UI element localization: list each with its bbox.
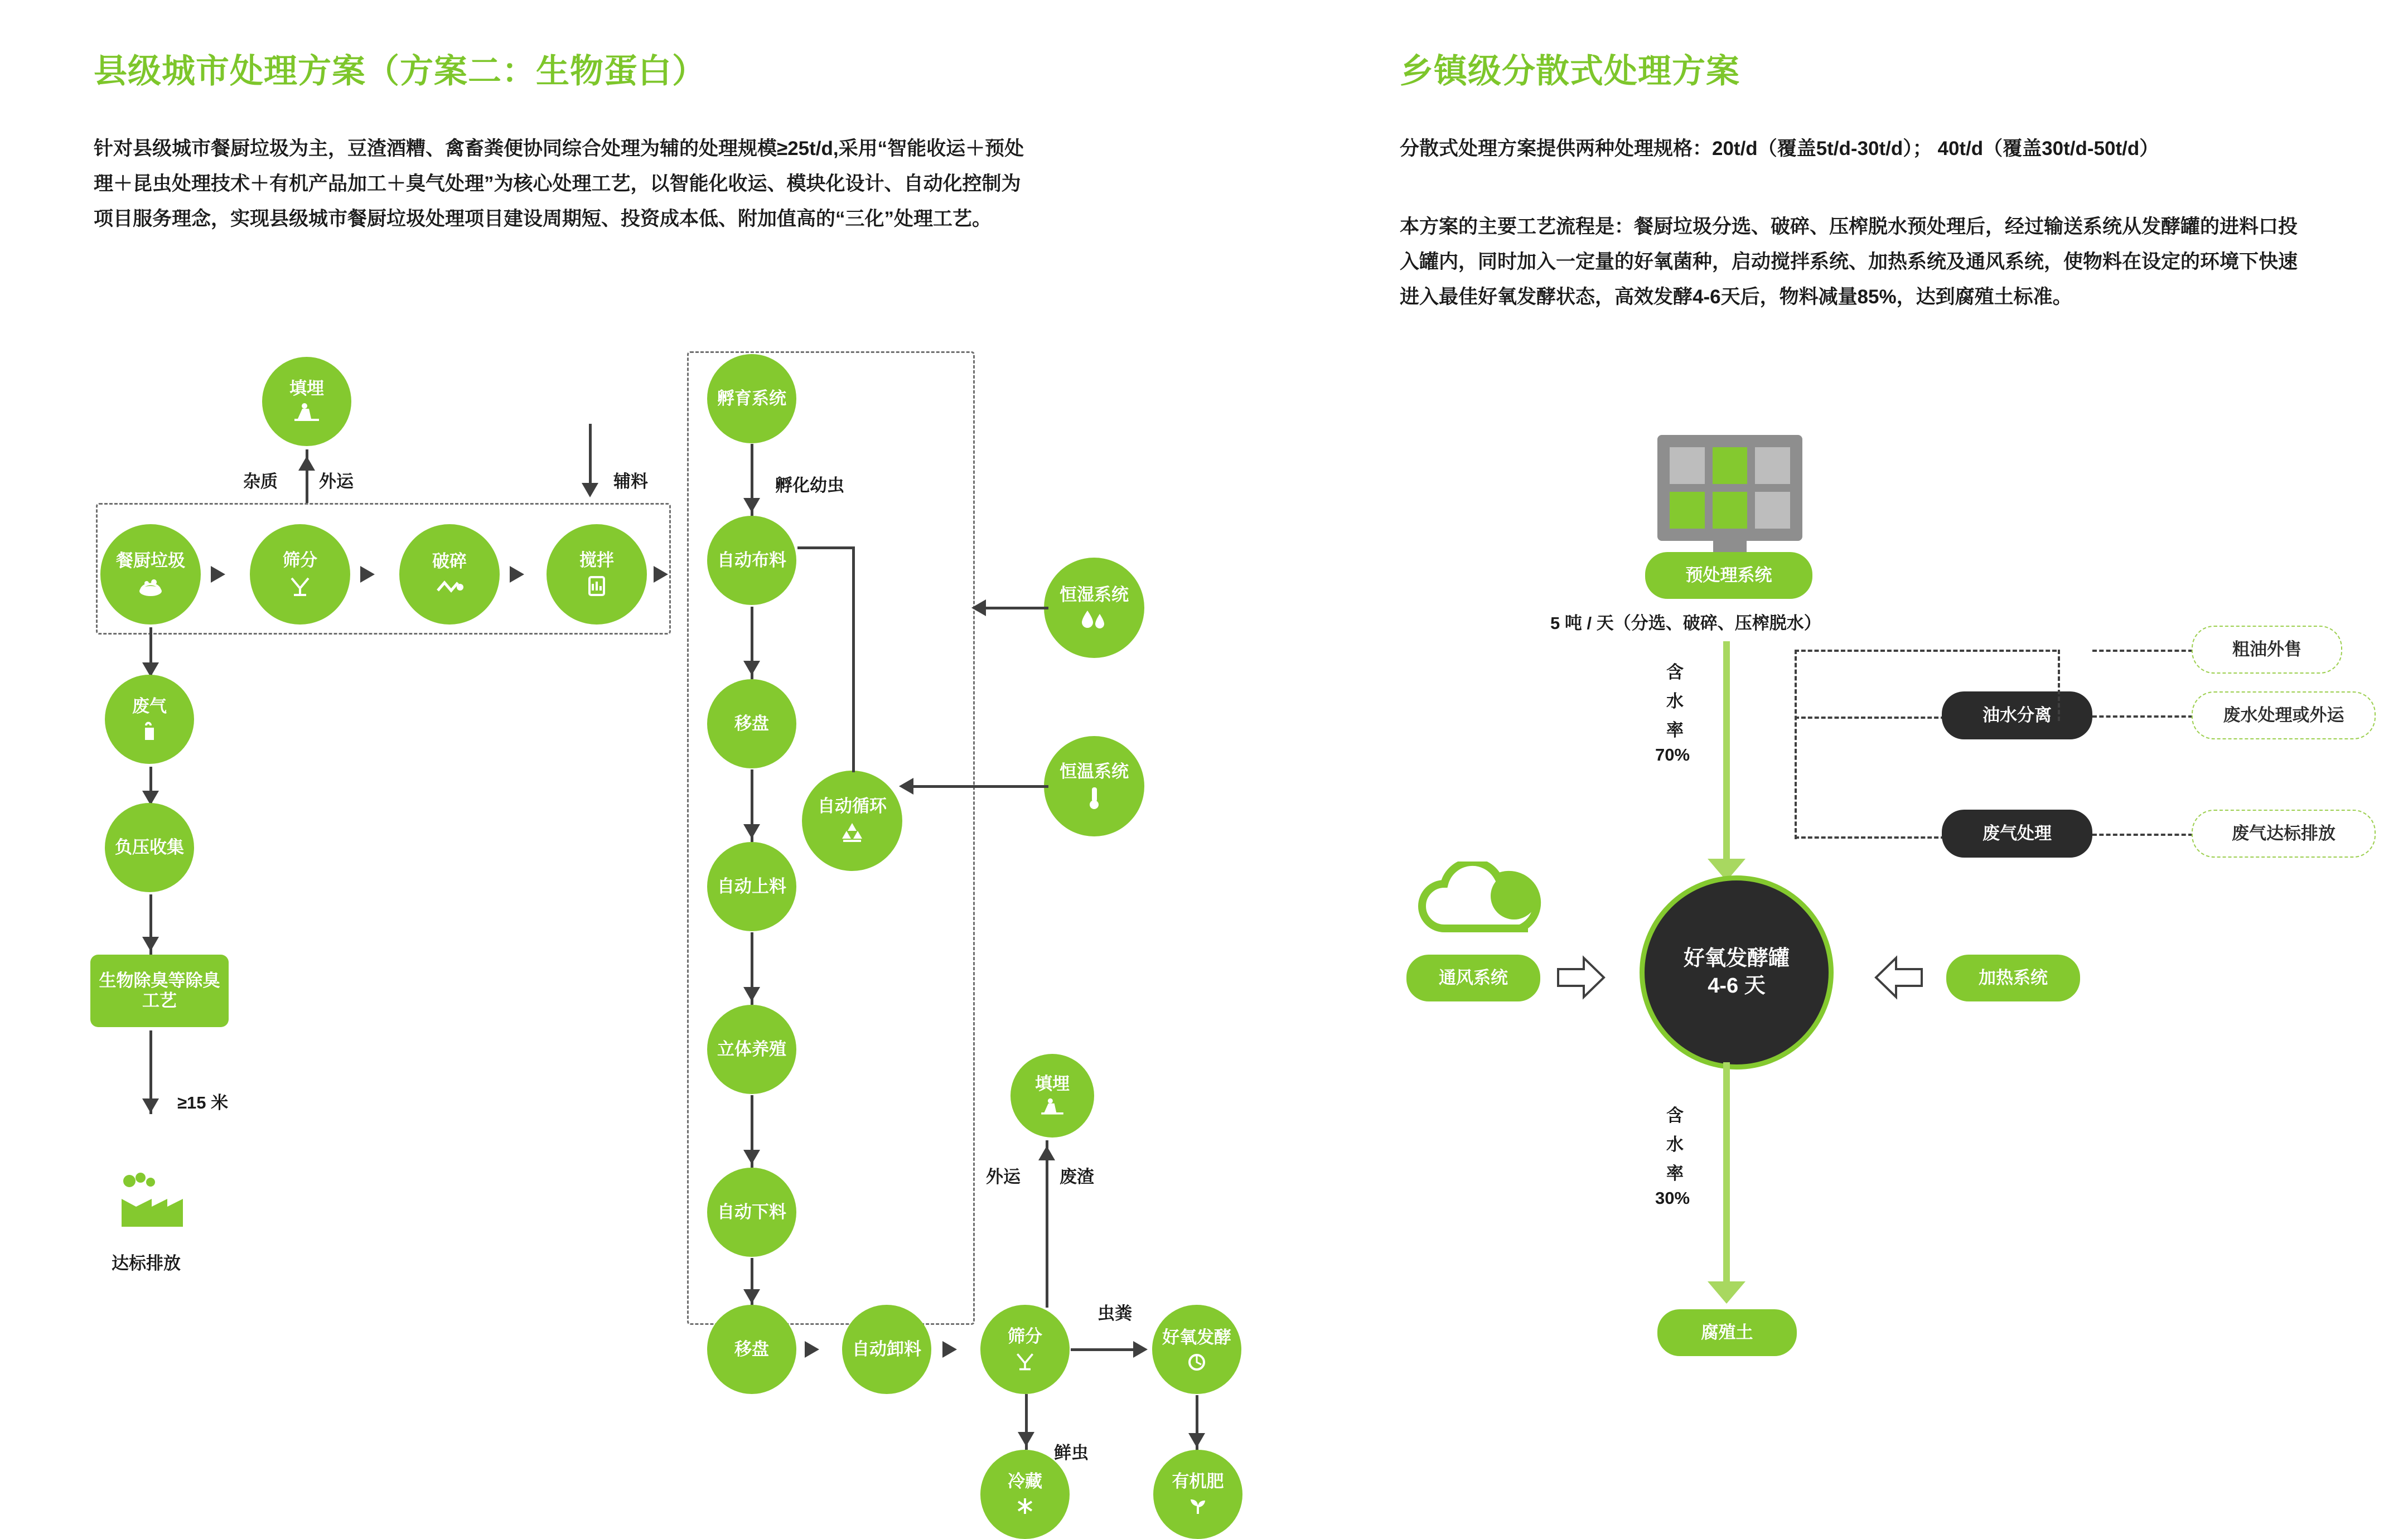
monitor-cell [1755, 447, 1790, 484]
monitor-cell [1755, 492, 1790, 529]
node-move-tray-1[interactable] [707, 679, 796, 768]
node-organic-fertilizer-label: 有机肥 [1172, 1472, 1224, 1492]
node-screening-2[interactable] [980, 1305, 1070, 1394]
node-kitchen-waste[interactable] [100, 524, 201, 625]
node-move-tray-2-label: 移盘 [734, 1339, 769, 1359]
node-auto-spread-label: 自动布料 [717, 550, 786, 570]
arrow-auxiliary-down [582, 483, 598, 497]
node-auto-discharge[interactable] [842, 1305, 931, 1394]
node-negative-pressure-label: 负压收集 [115, 838, 184, 858]
arrow-ventilation-right [1556, 954, 1606, 1004]
monitor-icon [1657, 435, 1802, 541]
crusher-icon [434, 575, 465, 597]
node-landfill-2-label: 填埋 [1035, 1074, 1070, 1094]
node-crude-oil-sale[interactable] [2192, 626, 2342, 674]
node-auto-feed-label: 自动上料 [717, 877, 786, 897]
node-crushing-label: 破碎 [432, 551, 467, 572]
label-moisture70-1: 含 [1666, 662, 1684, 682]
dashed-oilwater-in [1795, 717, 1945, 719]
dashed-to-crude-oil [2092, 650, 2193, 652]
node-oil-water-separation-label: 油水分离 [1983, 705, 2052, 725]
recycle-icon [838, 820, 867, 845]
node-pretreatment-system-label: 预处理系统 [1685, 565, 1772, 585]
node-ventilation-system[interactable] [1406, 955, 1540, 1001]
monitor-stand [1713, 541, 1747, 552]
node-bio-deodorization[interactable] [90, 955, 229, 1027]
arrow-breed-down [743, 1150, 760, 1164]
label-height: ≥15 米 [177, 1093, 229, 1112]
dashed-gas-in [1795, 836, 1945, 839]
dashed-to-gas-emission [2092, 834, 2193, 836]
node-humus[interactable] [1657, 1309, 1797, 1356]
node-bio-deodorization-label: 生物除臭等除臭工艺 [99, 971, 220, 1010]
label-capacity: 5 吨 / 天（分选、破碎、压榨脱水） [1550, 613, 1821, 633]
arrow-spread-down [743, 661, 760, 675]
arrow-temperature-left [899, 778, 913, 795]
arrow-discharge-right [942, 1341, 957, 1358]
arrow-tray2-right [805, 1341, 819, 1358]
label-fresh-insect: 鲜虫 [1054, 1443, 1089, 1463]
node-incubation[interactable] [707, 354, 796, 443]
node-humidity-system[interactable] [1044, 558, 1144, 658]
node-auto-circulation-label: 自动循环 [818, 796, 887, 816]
plant-icon [1185, 1495, 1211, 1517]
arrow-humidity-left [971, 599, 986, 616]
node-waste-gas-treatment-label: 废气处理 [1983, 824, 2052, 844]
label-outbound-2: 外运 [986, 1167, 1021, 1187]
dashed-top [1795, 650, 2057, 652]
node-auto-discharge-label: 自动卸料 [852, 1339, 921, 1359]
arrow-tray1-down [743, 824, 760, 839]
right-section-paragraph-2: 本方案的主要工艺流程是：餐厨垃圾分选、破碎、压榨脱水预处理后，经过输送系统从发酵罐的进料口投入罐内，同时加入一定量的好氧菌种，启动搅拌系统、加热系统及通风系统，使物料在设定的环境下快速进入最佳好氧发酵状态，高效发酵4-6天后，物料减量85%，达到腐殖土标准。 [1400, 216, 2298, 308]
label-insect-manure: 虫粪 [1097, 1304, 1132, 1323]
node-mixing-label: 搅拌 [579, 550, 614, 570]
ferment-icon [1186, 1351, 1208, 1371]
line-circ-top [797, 546, 853, 549]
arrow-heating-left [1874, 954, 1924, 1004]
left-section-paragraph: 针对县级城市餐厨垃圾为主，豆渣酒糟、禽畜粪便协同综合处理为辅的处理规模≥25t/d,采用“智能收运＋预处理＋昆虫处理技术＋有机产品加工＋臭气处理”为核心处理工艺，以智能化收运、模块化设计、自动化控制为项目服务理念，实现县级城市餐厨垃圾处理项目建设周期短、投资成本低、附加值高的“三化”处理工艺。 [94, 138, 1024, 230]
node-screening-2-label: 筛分 [1008, 1327, 1042, 1347]
arrow-screen-to-crush [360, 566, 375, 583]
label-impurity: 杂质 [243, 472, 278, 491]
node-temperature-system-label: 恒温系统 [1060, 762, 1129, 782]
node-auto-feed[interactable] [707, 842, 796, 931]
label-moisture30-4: 30% [1655, 1188, 1690, 1208]
node-waste-gas-treatment[interactable] [1942, 810, 2092, 858]
label-moisture70-4: 70% [1655, 745, 1690, 764]
node-wastewater-treatment-label: 废水处理或外运 [2223, 705, 2344, 725]
monitor-cell [1670, 447, 1705, 484]
node-stereo-breeding-label: 立体养殖 [717, 1039, 786, 1059]
label-moisture30-1: 含 [1666, 1106, 1684, 1125]
node-pretreatment-system[interactable] [1645, 552, 1812, 599]
node-auto-unload-label: 自动下料 [717, 1202, 786, 1222]
line-circ-up [852, 546, 855, 772]
node-aerobic-ferment[interactable] [1152, 1305, 1241, 1394]
line-manure-right [1071, 1348, 1138, 1351]
node-crushing[interactable] [399, 524, 500, 625]
mixer-icon [584, 574, 610, 598]
kitchen-waste-icon [136, 574, 166, 598]
label-moisture30-3: 率 [1666, 1164, 1684, 1183]
node-auto-unload[interactable] [707, 1168, 796, 1257]
node-cold-storage[interactable] [980, 1450, 1070, 1539]
thermometer-icon [1085, 785, 1104, 811]
node-landfill-top-label: 填埋 [289, 379, 324, 399]
node-stereo-breeding[interactable] [707, 1005, 796, 1094]
monitor-cell [1713, 447, 1748, 484]
label-moisture70-3: 率 [1666, 720, 1684, 740]
node-temperature-system[interactable] [1044, 736, 1144, 836]
node-heating-system[interactable] [1946, 955, 2080, 1001]
node-cold-storage-label: 冷藏 [1008, 1472, 1042, 1492]
arrow-residue-up [1038, 1146, 1055, 1160]
landfill-icon-2 [1039, 1097, 1066, 1117]
line-residue-up [1046, 1140, 1048, 1308]
arrow-manure-right [1133, 1341, 1148, 1358]
node-auto-spread[interactable] [707, 516, 796, 605]
node-move-tray-2[interactable] [707, 1305, 796, 1394]
sieve-icon [286, 574, 314, 598]
snowflake-icon [1013, 1495, 1037, 1517]
line-main-down-1 [1723, 641, 1730, 875]
line-humidity [976, 607, 1048, 609]
node-fermentation-tank-line2: 4-6 天 [1708, 974, 1766, 998]
node-negative-pressure[interactable] [105, 803, 194, 892]
node-landfill-2[interactable] [1010, 1054, 1094, 1138]
factory-icon [116, 1171, 188, 1235]
node-mixing[interactable] [547, 524, 647, 625]
node-fermentation-tank[interactable] [1640, 875, 1834, 1069]
node-landfill-top[interactable] [262, 357, 351, 446]
arrow-fresh-down [1018, 1432, 1034, 1446]
label-moisture70-2: 水 [1666, 691, 1684, 711]
cloud-icon [1411, 862, 1550, 942]
line-main-down-2 [1723, 1062, 1730, 1296]
node-aerobic-ferment-label: 好氧发酵 [1162, 1328, 1231, 1348]
arrow-incubation-down [743, 498, 760, 512]
node-fermentation-tank-line1: 好氧发酵罐 [1683, 946, 1790, 970]
label-outbound-top: 外运 [319, 472, 354, 491]
monitor-cell [1670, 492, 1705, 529]
node-gas-standard-emission[interactable] [2192, 810, 2376, 858]
label-waste-residue: 废渣 [1060, 1167, 1094, 1187]
node-organic-fertilizer[interactable] [1153, 1450, 1242, 1539]
arrow-deodor-down [142, 1098, 159, 1113]
arrow-mix-to-insect [654, 566, 668, 583]
node-incubation-label: 孵育系统 [717, 389, 786, 409]
right-section-paragraph-1: 分散式处理方案提供两种处理规格：20t/d（覆盖5t/d-30t/d）； 40t/d（覆盖30t/d-50t/d） [1400, 138, 2159, 159]
arrow-ferment-down [1188, 1433, 1205, 1448]
arrow-landfill-up [298, 456, 315, 471]
node-wastewater-treatment[interactable] [2192, 691, 2376, 739]
arrow-kw-to-screen [211, 566, 225, 583]
node-screening-1[interactable] [250, 524, 350, 625]
dashed-to-wastewater [2092, 715, 2193, 718]
label-standard-emission: 达标排放 [112, 1254, 181, 1273]
arrow-np-down [142, 937, 159, 951]
node-auto-circulation[interactable] [802, 771, 902, 871]
node-ventilation-system-label: 通风系统 [1439, 968, 1508, 988]
line-temperature [906, 785, 1048, 788]
node-waste-gas-label: 废气 [132, 696, 167, 717]
waste-gas-icon [137, 720, 162, 742]
monitor-cell [1713, 492, 1748, 529]
node-kitchen-waste-label: 餐厨垃圾 [116, 551, 185, 571]
node-oil-water-separation[interactable] [1942, 691, 2092, 739]
arrow-feed-down [743, 987, 760, 1001]
node-screening-1-label: 筛分 [283, 550, 317, 570]
humidity-icon [1079, 608, 1110, 631]
node-waste-gas[interactable] [105, 675, 194, 764]
node-crude-oil-sale-label: 粗油外售 [2232, 640, 2301, 660]
dashed-trunk [1795, 650, 1797, 839]
node-humus-label: 腐殖土 [1701, 1323, 1753, 1343]
landfill-icon [292, 402, 321, 424]
node-gas-standard-emission-label: 废气达标排放 [2232, 824, 2336, 844]
node-humidity-system-label: 恒湿系统 [1060, 585, 1129, 605]
right-section-title: 乡镇级分散式处理方案 [1400, 52, 1740, 90]
left-section-title: 县级城市处理方案（方案二：生物蛋白） [94, 52, 706, 90]
label-hatched-larvae: 孵化幼虫 [775, 476, 844, 495]
dashed-link-oil [2058, 650, 2060, 721]
arrow-main-down-2 [1708, 1281, 1745, 1304]
node-heating-system-label: 加热系统 [1979, 968, 2048, 988]
sieve-icon-2 [1012, 1350, 1038, 1372]
arrow-crush-to-mix [510, 566, 524, 583]
label-auxiliary: 辅料 [613, 472, 648, 491]
line-auxiliary [589, 424, 592, 491]
label-moisture30-2: 水 [1666, 1135, 1684, 1154]
arrow-unload-down [743, 1289, 760, 1304]
node-move-tray-1-label: 移盘 [734, 714, 769, 734]
